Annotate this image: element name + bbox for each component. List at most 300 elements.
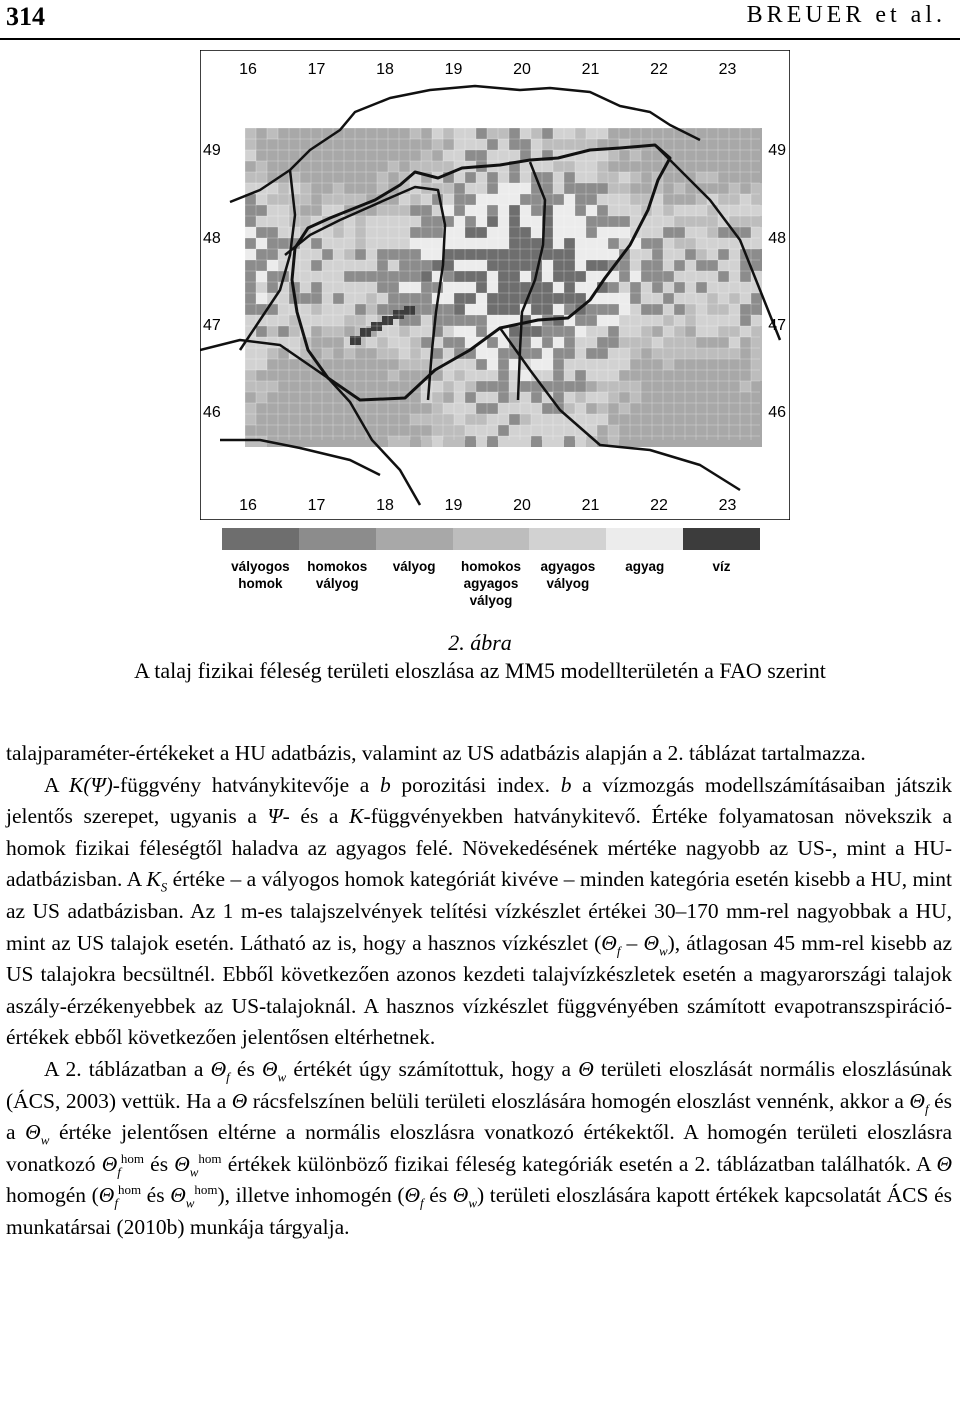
texture-cell	[322, 282, 333, 293]
texture-cell	[619, 128, 630, 139]
texture-cell	[333, 370, 344, 381]
texture-cell	[256, 194, 267, 205]
texture-cell	[377, 249, 388, 260]
texture-cell	[454, 370, 465, 381]
texture-cell	[674, 194, 685, 205]
texture-cell	[564, 183, 575, 194]
texture-cell	[696, 326, 707, 337]
texture-cell	[311, 271, 322, 282]
texture-cell	[740, 172, 751, 183]
texture-cell	[399, 227, 410, 238]
texture-cell	[487, 337, 498, 348]
texture-cell	[322, 161, 333, 172]
texture-cell	[278, 194, 289, 205]
texture-cell	[531, 205, 542, 216]
texture-cell	[564, 194, 575, 205]
texture-cell	[751, 205, 762, 216]
texture-cell	[542, 172, 553, 183]
texture-cell	[674, 227, 685, 238]
texture-cell	[509, 326, 520, 337]
texture-cell	[586, 271, 597, 282]
texture-cell	[718, 194, 729, 205]
texture-cell	[245, 172, 256, 183]
top-tick-label: 18	[376, 61, 394, 78]
texture-cell	[509, 260, 520, 271]
texture-cell	[355, 238, 366, 249]
texture-cell	[388, 249, 399, 260]
legend-label: víz	[712, 559, 731, 574]
texture-cell	[696, 370, 707, 381]
texture-cell	[454, 425, 465, 436]
texture-cell	[751, 359, 762, 370]
texture-cell	[564, 359, 575, 370]
texture-cell	[575, 326, 586, 337]
texture-cell	[344, 128, 355, 139]
texture-cell	[707, 128, 718, 139]
texture-cell	[630, 381, 641, 392]
texture-cell	[366, 392, 377, 403]
texture-cell	[729, 392, 740, 403]
texture-cell	[586, 128, 597, 139]
texture-cell	[487, 293, 498, 304]
texture-cell	[652, 337, 663, 348]
texture-cell	[509, 216, 520, 227]
texture-cell	[564, 216, 575, 227]
texture-cell	[421, 139, 432, 150]
texture-cell	[729, 293, 740, 304]
texture-cell	[542, 348, 553, 359]
texture-cell	[388, 293, 399, 304]
texture-cell	[344, 150, 355, 161]
texture-cell	[278, 128, 289, 139]
texture-cell	[509, 249, 520, 260]
texture-cell	[421, 436, 432, 447]
texture-cell	[487, 403, 498, 414]
texture-cell	[300, 260, 311, 271]
texture-cell	[597, 414, 608, 425]
texture-cell	[641, 161, 652, 172]
texture-cell	[344, 238, 355, 249]
bottom-tick-label: 17	[307, 497, 326, 514]
texture-cell	[487, 436, 498, 447]
texture-cell	[696, 348, 707, 359]
texture-cell	[344, 194, 355, 205]
texture-cell	[289, 150, 300, 161]
texture-cell	[410, 370, 421, 381]
texture-cell	[509, 271, 520, 282]
texture-cell	[663, 227, 674, 238]
texture-cell	[663, 205, 674, 216]
texture-cell	[685, 205, 696, 216]
texture-cell	[454, 150, 465, 161]
texture-cell	[696, 392, 707, 403]
texture-cell	[586, 161, 597, 172]
texture-cell	[344, 326, 355, 337]
texture-cell	[531, 304, 542, 315]
texture-cell	[641, 392, 652, 403]
texture-cell	[641, 172, 652, 183]
texture-cell	[707, 414, 718, 425]
texture-cell	[641, 425, 652, 436]
soil-texture-map	[200, 50, 790, 520]
texture-cell	[443, 414, 454, 425]
texture-cell	[509, 183, 520, 194]
texture-cell	[311, 282, 322, 293]
texture-cell	[432, 139, 443, 150]
texture-cell	[674, 183, 685, 194]
texture-cell	[729, 359, 740, 370]
texture-cell	[366, 161, 377, 172]
texture-cell	[421, 425, 432, 436]
texture-cell	[443, 293, 454, 304]
texture-cell	[300, 425, 311, 436]
texture-cell	[553, 139, 564, 150]
texture-cell	[630, 271, 641, 282]
texture-cell	[718, 381, 729, 392]
texture-cell	[586, 370, 597, 381]
texture-cell	[520, 414, 531, 425]
texture-cell	[333, 172, 344, 183]
texture-cell	[498, 139, 509, 150]
texture-cell	[542, 183, 553, 194]
texture-cell	[421, 392, 432, 403]
texture-cell	[751, 348, 762, 359]
texture-cell	[245, 205, 256, 216]
texture-cell	[509, 403, 520, 414]
texture-cell	[586, 205, 597, 216]
texture-cell	[498, 216, 509, 227]
texture-cell	[476, 282, 487, 293]
texture-cell	[322, 172, 333, 183]
texture-cell	[586, 183, 597, 194]
texture-cell	[597, 205, 608, 216]
texture-cell	[333, 337, 344, 348]
texture-cell	[476, 403, 487, 414]
texture-cell	[487, 315, 498, 326]
texture-cell	[586, 337, 597, 348]
texture-cell	[245, 425, 256, 436]
texture-cell	[443, 205, 454, 216]
texture-cell	[597, 425, 608, 436]
texture-cell	[674, 359, 685, 370]
texture-cell	[443, 194, 454, 205]
texture-cell	[498, 238, 509, 249]
texture-cell	[718, 403, 729, 414]
texture-cell	[377, 381, 388, 392]
texture-cell	[443, 128, 454, 139]
texture-cell	[311, 205, 322, 216]
texture-cell	[432, 436, 443, 447]
texture-cell	[575, 183, 586, 194]
texture-cell	[652, 282, 663, 293]
legend-label: vályogos homok	[231, 559, 290, 591]
bottom-tick-label: 21	[581, 497, 600, 514]
texture-cell	[575, 139, 586, 150]
texture-cell	[421, 315, 432, 326]
texture-cell	[663, 359, 674, 370]
texture-cell	[322, 150, 333, 161]
texture-cell	[366, 216, 377, 227]
texture-cell	[674, 304, 685, 315]
texture-cell	[608, 150, 619, 161]
texture-cell	[454, 227, 465, 238]
texture-cell	[751, 194, 762, 205]
texture-cell	[311, 304, 322, 315]
texture-cell	[619, 161, 630, 172]
texture-cell	[476, 359, 487, 370]
texture-cell	[443, 271, 454, 282]
texture-cell	[377, 304, 388, 315]
texture-cell	[674, 205, 685, 216]
texture-cell	[630, 348, 641, 359]
texture-cell	[322, 293, 333, 304]
texture-cell	[553, 337, 564, 348]
texture-cell	[245, 403, 256, 414]
texture-cell	[498, 282, 509, 293]
texture-cell	[520, 194, 531, 205]
texture-cell	[410, 436, 421, 447]
texture-cell	[443, 282, 454, 293]
texture-cell	[278, 392, 289, 403]
texture-cell	[696, 150, 707, 161]
texture-cell	[498, 293, 509, 304]
texture-cell	[509, 227, 520, 238]
texture-cell	[685, 238, 696, 249]
texture-cell	[245, 249, 256, 260]
texture-cell	[267, 392, 278, 403]
texture-cell	[740, 436, 751, 447]
texture-cell	[729, 403, 740, 414]
texture-cell	[740, 348, 751, 359]
texture-cell	[377, 337, 388, 348]
texture-cell	[630, 249, 641, 260]
texture-cell	[641, 315, 652, 326]
texture-cell	[256, 370, 267, 381]
texture-cell	[751, 249, 762, 260]
texture-cell	[685, 293, 696, 304]
texture-cell	[344, 227, 355, 238]
texture-cell	[377, 414, 388, 425]
texture-cell	[630, 260, 641, 271]
texture-cell	[575, 271, 586, 282]
texture-cell	[245, 238, 256, 249]
texture-cell	[421, 304, 432, 315]
texture-cell	[718, 293, 729, 304]
texture-cell	[696, 304, 707, 315]
texture-cell	[399, 216, 410, 227]
texture-cell	[476, 381, 487, 392]
texture-cell	[410, 194, 421, 205]
texture-cell	[718, 436, 729, 447]
texture-cell	[256, 172, 267, 183]
texture-cell	[355, 161, 366, 172]
texture-cell	[740, 359, 751, 370]
texture-cell	[245, 315, 256, 326]
texture-cell	[487, 205, 498, 216]
texture-cell	[696, 359, 707, 370]
texture-cell	[355, 227, 366, 238]
texture-cell	[465, 205, 476, 216]
legend-swatch	[222, 528, 299, 550]
texture-cell	[344, 359, 355, 370]
texture-cell	[685, 381, 696, 392]
texture-cell	[366, 403, 377, 414]
texture-cell	[311, 337, 322, 348]
texture-cell	[399, 370, 410, 381]
texture-cell	[751, 337, 762, 348]
texture-cell	[421, 205, 432, 216]
bottom-tick-label: 18	[376, 497, 394, 514]
texture-cell	[729, 326, 740, 337]
texture-cell	[641, 436, 652, 447]
texture-cell	[355, 381, 366, 392]
texture-cell	[432, 414, 443, 425]
texture-cell	[476, 304, 487, 315]
texture-cell	[520, 370, 531, 381]
texture-cell	[553, 216, 564, 227]
texture-cell	[553, 370, 564, 381]
water-cell	[350, 336, 361, 345]
texture-cell	[355, 128, 366, 139]
texture-cell	[652, 414, 663, 425]
texture-cell	[498, 403, 509, 414]
texture-cell	[355, 271, 366, 282]
texture-cell	[696, 414, 707, 425]
texture-cell	[256, 150, 267, 161]
texture-cell	[333, 293, 344, 304]
texture-cell	[608, 359, 619, 370]
texture-cell	[476, 128, 487, 139]
texture-cell	[630, 392, 641, 403]
texture-cell	[410, 293, 421, 304]
texture-cell	[333, 436, 344, 447]
texture-cell	[454, 381, 465, 392]
texture-cell	[366, 238, 377, 249]
legend-label: vályog	[392, 559, 436, 574]
texture-cell	[608, 238, 619, 249]
texture-cell	[608, 337, 619, 348]
legend-label: agyagos vályog	[540, 559, 596, 591]
texture-cell	[476, 205, 487, 216]
texture-cell	[377, 128, 388, 139]
texture-cell	[520, 271, 531, 282]
texture-cell	[256, 161, 267, 172]
texture-cell	[608, 403, 619, 414]
texture-cell	[399, 194, 410, 205]
texture-cell	[740, 293, 751, 304]
texture-cell	[311, 128, 322, 139]
texture-cell	[663, 260, 674, 271]
texture-cell	[553, 414, 564, 425]
texture-cell	[663, 238, 674, 249]
texture-cell	[619, 172, 630, 183]
texture-cell	[630, 403, 641, 414]
texture-cell	[553, 425, 564, 436]
texture-cell	[652, 216, 663, 227]
texture-cell	[696, 337, 707, 348]
texture-cell	[718, 183, 729, 194]
texture-cell	[256, 139, 267, 150]
top-tick-label: 17	[307, 61, 326, 78]
texture-cell	[674, 150, 685, 161]
texture-cell	[410, 238, 421, 249]
texture-cell	[399, 359, 410, 370]
texture-cell	[619, 150, 630, 161]
texture-cell	[553, 436, 564, 447]
texture-cell	[641, 227, 652, 238]
texture-cell	[652, 359, 663, 370]
texture-cell	[498, 260, 509, 271]
texture-cell	[300, 282, 311, 293]
texture-cell	[410, 282, 421, 293]
texture-cell	[256, 293, 267, 304]
texture-cell	[245, 304, 256, 315]
figure-caption: A talaj fizikai féleség területi eloszlása az MM5 modellterületén a FAO szerint	[134, 658, 826, 683]
texture-cell	[344, 183, 355, 194]
texture-cell	[751, 326, 762, 337]
top-tick-label: 16	[239, 61, 257, 78]
texture-cell	[509, 414, 520, 425]
texture-cell	[355, 436, 366, 447]
texture-cell	[410, 403, 421, 414]
texture-cell	[718, 271, 729, 282]
texture-cell	[674, 293, 685, 304]
water-cell	[393, 310, 404, 319]
texture-cell	[443, 326, 454, 337]
texture-cell	[245, 271, 256, 282]
texture-cell	[355, 304, 366, 315]
legend	[222, 528, 760, 618]
texture-cell	[498, 205, 509, 216]
texture-cell	[344, 271, 355, 282]
texture-cell	[674, 271, 685, 282]
texture-cell	[696, 381, 707, 392]
texture-cell	[421, 326, 432, 337]
texture-cell	[509, 172, 520, 183]
texture-cell	[729, 271, 740, 282]
texture-cell	[619, 381, 630, 392]
texture-cell	[564, 403, 575, 414]
texture-cell	[245, 227, 256, 238]
texture-cell	[740, 370, 751, 381]
texture-cell	[619, 348, 630, 359]
texture-cell	[641, 293, 652, 304]
texture-cell	[597, 216, 608, 227]
texture-cell	[685, 216, 696, 227]
texture-cell	[454, 293, 465, 304]
water-cell	[382, 316, 393, 325]
texture-cell	[630, 315, 641, 326]
texture-cell	[410, 128, 421, 139]
texture-cell	[388, 150, 399, 161]
texture-cell	[487, 139, 498, 150]
texture-cell	[597, 249, 608, 260]
texture-cell	[399, 161, 410, 172]
texture-cell	[575, 161, 586, 172]
texture-cell	[333, 161, 344, 172]
texture-cell	[278, 425, 289, 436]
texture-cell	[652, 128, 663, 139]
legend-swatch	[299, 528, 376, 550]
texture-cell	[289, 392, 300, 403]
texture-cell	[729, 260, 740, 271]
texture-cell	[718, 128, 729, 139]
water-cell	[404, 306, 415, 315]
texture-cell	[454, 139, 465, 150]
texture-cell	[531, 337, 542, 348]
texture-cell	[289, 326, 300, 337]
texture-cell	[608, 304, 619, 315]
